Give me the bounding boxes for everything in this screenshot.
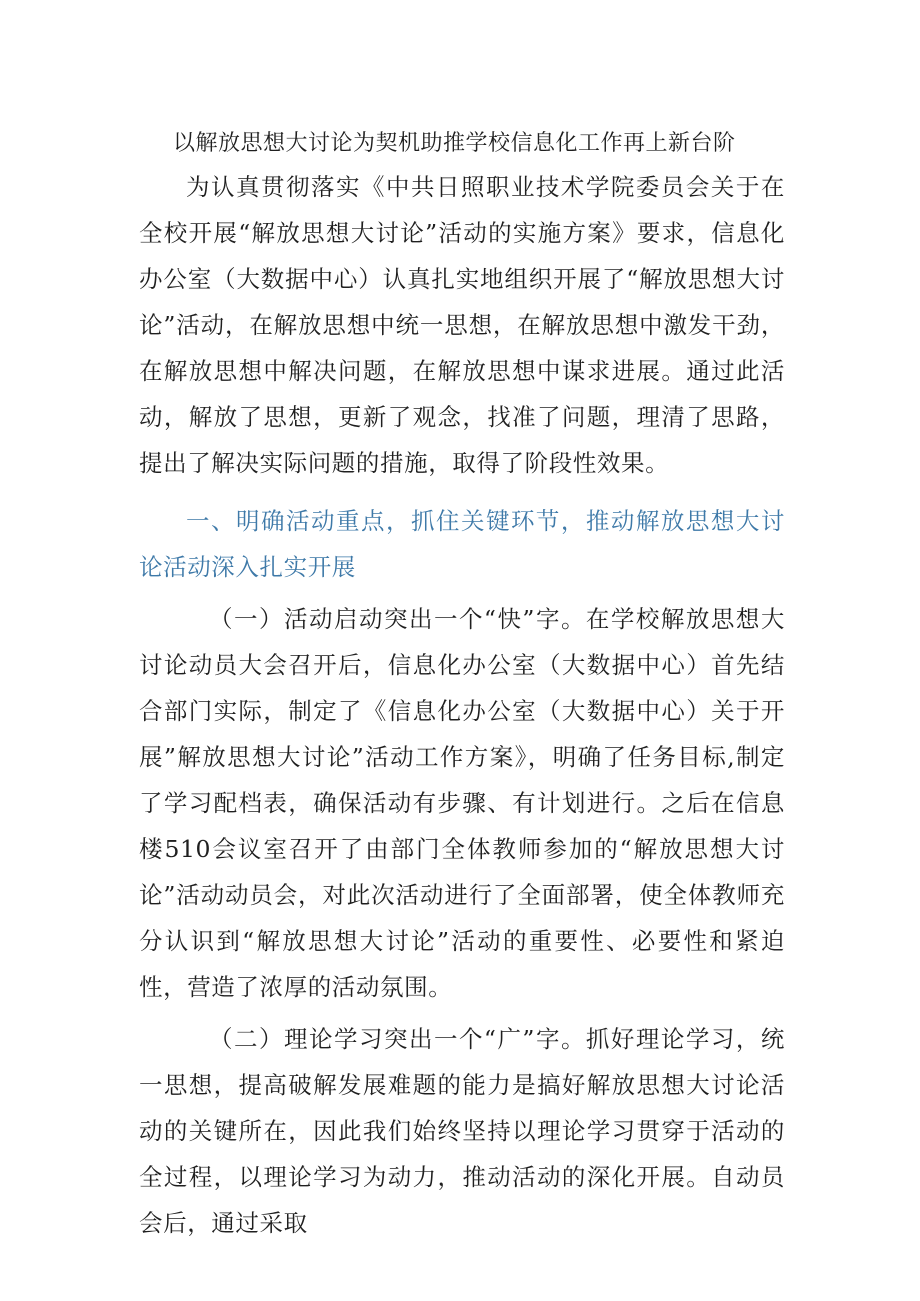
intro-paragraph: 为认真贯彻落实《中共日照职业技术学院委员会关于在全校开展“解放思想大讨论”活动的实施方案》要求，信息化办公室（大数据中心）认真扎实地组织开展了“解放思想大讨论”活动，在解放思想中统一思想，在解放思想中激发干劲，在解放思想中解决问题，在解放思想中谋求进展。通过此活动，解放了思想，更新了观念，找准了问题，理清了思路，提出了解决实际问题的措施，取得了阶段性效果。 (139, 173, 785, 477)
section-heading-1: 一、明确活动重点，抓住关键环节，推动解放思想大讨论活动深入扎实开展 (139, 507, 785, 581)
document-title: 以解放思想大讨论为契机助推学校信息化工作再上新台阶 (173, 131, 736, 156)
document-body (139, 124, 785, 1246)
subsection-paragraph-1: （一）活动启动突出一个“快”字。在学校解放思想大讨论动员大会召开后，信息化办公室（大数据中心）首先结合部门实际，制定了《信息化办公室（大数据中心）关于开展”解放思想大讨论”活动工作方案》，明确了任务目标,制定了学习配档表，确保活动有步骤、有计划进行。之后在信息楼510会议室召开了由部门全体教师参加的“解放思想大讨论”活动动员会，对此次活动进行了全面部署，使全体教师充分认识到“解放思想大讨论”活动的重要性、必要性和紧迫性，营造了浓厚的活动氛围。 (139, 605, 785, 1001)
subsection-paragraph-2: （二）理论学习突出一个“广”字。抓好理论学习，统一思想，提高破解发展难题的能力是搞好解放思想大讨论活动的关键所在，因此我们始终坚持以理论学习贯穿于活动的全过程，以理论学习为动力，推动活动的深化开展。自动员会后，通过采取 (139, 1025, 785, 1237)
